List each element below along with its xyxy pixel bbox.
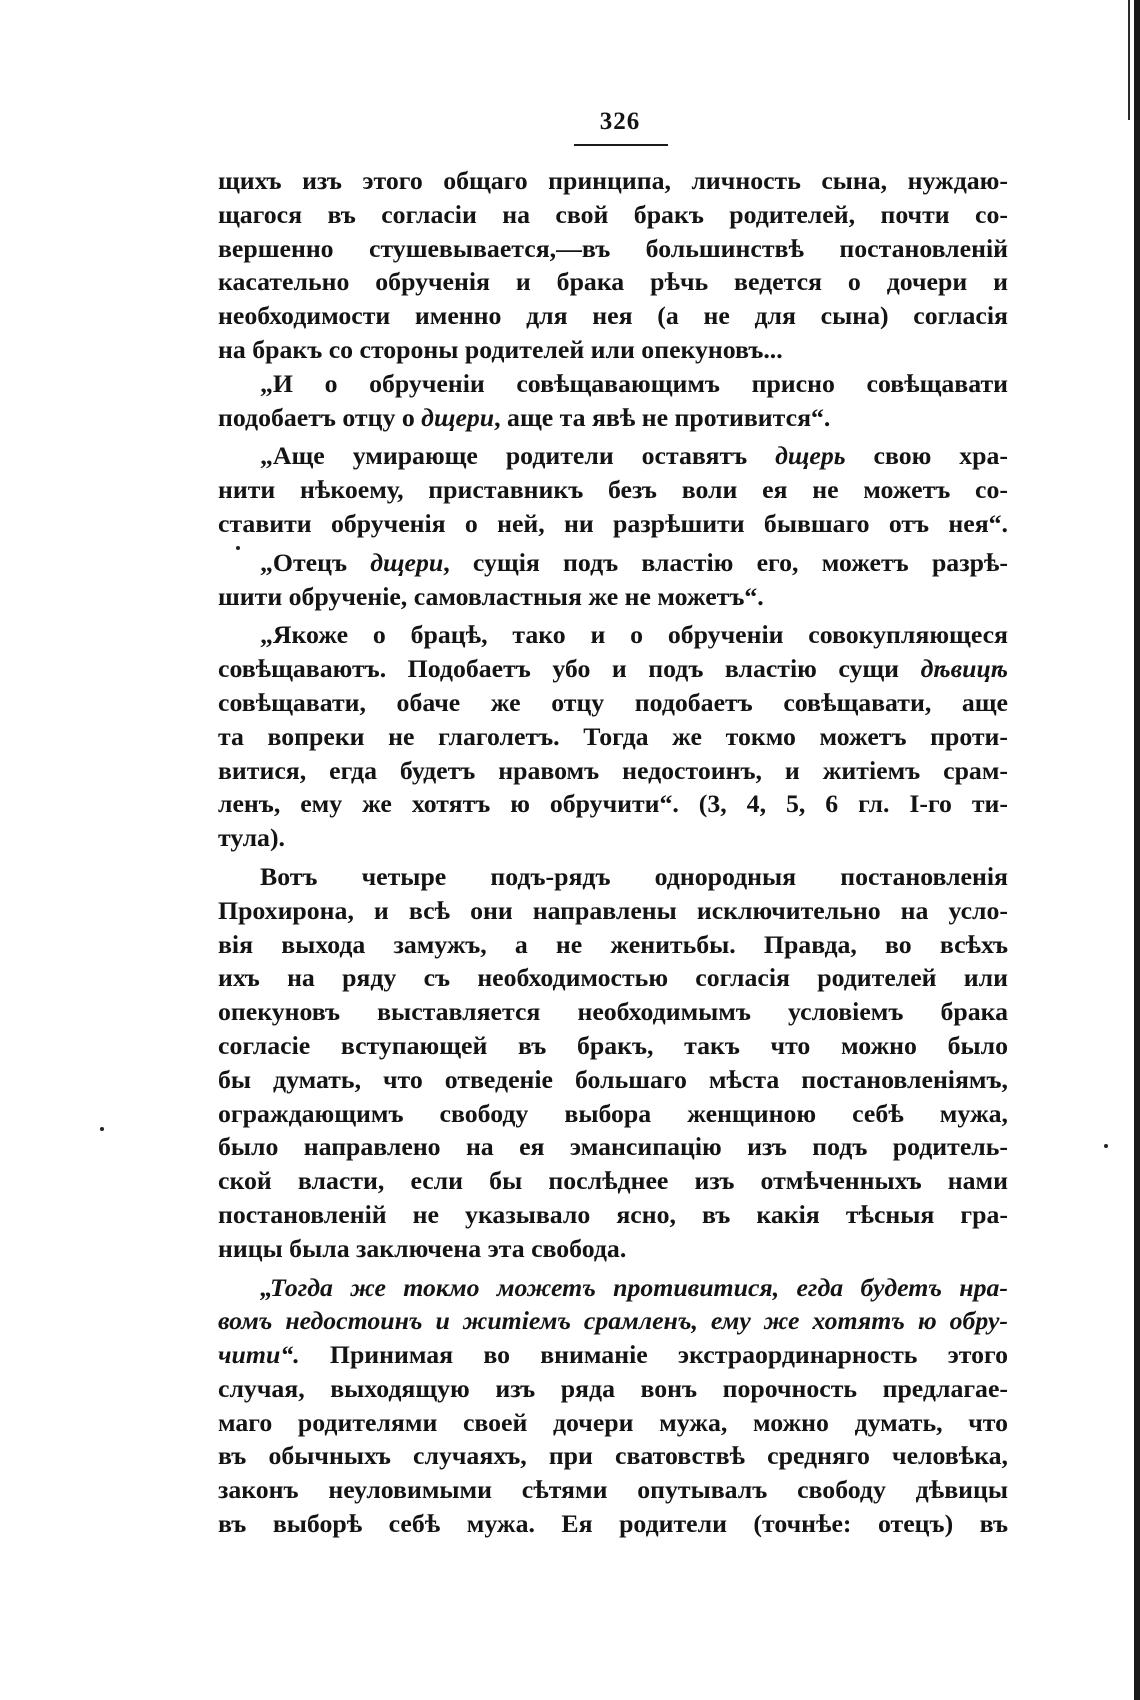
text-line: бы думать, что отведеніе большаго мѣста постановленіямъ, [218,1064,1008,1094]
text-line: шити обрученіе, самовластныя же не можетъ“. [218,581,764,611]
text-line: законъ неуловимыми сѣтями опутывалъ свободу дѣвицы [218,1475,1008,1505]
text-line: въ обычныхъ случаяхъ, при сватовствѣ средняго человѣка, [218,1441,1008,1471]
text-line: щихъ изъ этого общаго принципа, личность сына, нуждаю- [218,166,1008,195]
page-edge-mark [1128,0,1130,120]
text-line: ской власти, если бы послѣднее изъ отмѣченныхъ нами [218,1166,1008,1196]
text-line: случая, выходящую изъ ряда вонъ порочность предлагае- [218,1373,1008,1403]
text-line: согласіе вступающей въ бракъ, такъ что можно было [218,1030,1008,1060]
text-line: „Якоже о брацѣ, тако и о обрученіи совокупляющеся [260,620,1008,650]
page-number-rule [574,144,668,146]
text-line: витися, егда будетъ нравомъ недостоинъ, и житіемъ срам- [218,755,1008,785]
text-line: та вопреки не глаголетъ. Тогда же токмо можетъ проти- [218,721,1008,751]
text-line: щагося въ согласіи на свой бракъ родителей, почти со- [218,199,1008,229]
text-line: подобаетъ отцу о дщери, аще та явѣ не противится“. [218,402,831,432]
text-line: ограждающимъ свободу выбора женщиною себѣ мужа, [218,1098,1008,1128]
text-line: Прохирона, и всѣ они направлены исключительно на усло- [218,895,1008,925]
text-line: было направлено на ея эмансипацію изъ подъ родитель- [218,1132,1008,1162]
text-line: „Отецъ дщери, сущія подъ властію его, можетъ разрѣ- [260,547,1008,577]
text-line: Вотъ четыре подъ-рядъ однородныя постановленія [260,861,1008,891]
text-line-italic: вомъ недостоинъ и житіемъ срамленъ, ему же хотятъ ю обру- [218,1306,1008,1336]
text-line: совѣщаваютъ. Подобаетъ убо и подъ властію сущи дѣвицѣ [218,654,1008,684]
italic-word: дщери [421,402,495,432]
text-line: вершенно стушевывается,—въ большинствѣ постановленій [218,233,1008,263]
text-line: совѣщавати, обаче же отцу подобаетъ совѣщавати, аще [218,687,1008,717]
text-line: ленъ, ему же хотятъ ю обручити“. (3, 4, 5, 6 гл. I-го ти- [218,789,1008,819]
page-number: 326 [599,108,641,135]
page-edge-shadow [1134,0,1140,1700]
text-line-italic: „Тогда же токмо можетъ противитися, егда будетъ нра- [260,1272,1008,1302]
text-line: касательно обрученія и брака рѣчь ведется о дочери и [218,267,1008,297]
text-line: опекуновъ выставляется необходимымъ условіемъ брака [218,997,1008,1027]
print-speck [1104,1144,1108,1148]
body-text [218,164,1008,1541]
print-speck [236,546,240,550]
text-line: въ выборѣ себѣ мужа. Ея родители (точнѣе: отецъ) въ [218,1509,1008,1539]
italic-word: чити“. [218,1340,300,1370]
text-line: вія выхода замужъ, а не женитьбы. Правда, во всѣхъ [218,929,1008,959]
text-line: на бракъ со стороны родителей или опекуновъ... [218,334,783,364]
italic-word: дщери [370,547,444,577]
text-line: ставити обрученія о ней, ни разрѣшити бывшаго отъ нея“. [218,508,1008,538]
text-line: постановленій не указывало ясно, въ какія тѣсныя гра- [218,1199,1008,1229]
text-line: нити нѣкоему, приставникъ безъ воли ея не можетъ со- [218,475,1008,505]
italic-word: дѣвицѣ [920,654,1008,684]
text-line: ихъ на ряду съ необходимостью согласія родителей или [218,963,1008,993]
print-speck [100,1127,104,1131]
text-line: маго родителями своей дочери мужа, можно думать, что [218,1407,1008,1437]
text-line: чити“. Принимая во вниманіе экстраординарность этого [218,1340,1008,1370]
text-line: тула). [218,823,285,853]
text-line: ницы была заключена эта свобода. [218,1233,627,1263]
text-line: „И о обрученіи совѣщавающимъ присно совѣщавати [260,368,1008,398]
text-line: „Аще умирающе родители оставятъ дщерь свою хра- [260,441,1008,471]
italic-word: дщерь [775,441,846,471]
text-line: необходимости именно для нея (а не для сына) согласія [218,301,1008,331]
